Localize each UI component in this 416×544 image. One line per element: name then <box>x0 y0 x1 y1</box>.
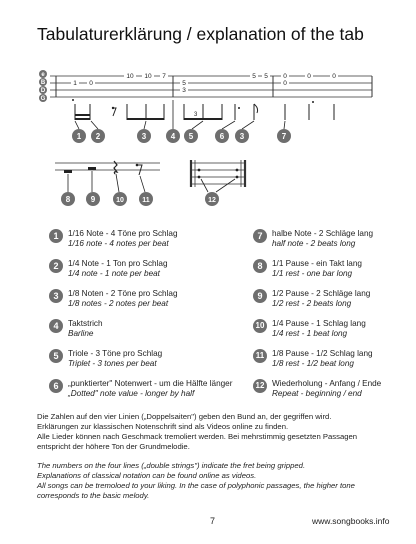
fret-number: 7 <box>162 73 166 80</box>
paragraph-line: Alle Lieder können nach Geschmack tremoliert werden. Bei mehrstimmig gesetzten Passagen <box>37 432 358 441</box>
callout-12: 12 <box>208 197 216 204</box>
legend-badge: 3 <box>49 289 63 303</box>
paragraph-line: The numbers on the four lines („double strings") indicate the fret being gripped. <box>37 461 306 470</box>
legend-badge: 7 <box>253 229 267 243</box>
legend-label-en: 1/1 rest - one bar long <box>272 269 353 278</box>
string-label: G <box>40 96 46 102</box>
string-label: D <box>40 88 46 94</box>
paragraph-line: Erklärungen zur klassischen Notenschrift sind als Videos online zu finden. <box>37 422 289 431</box>
string-label: e <box>41 72 45 78</box>
legend-label-en: half note - 2 beats long <box>272 239 356 248</box>
legend-label-de: 1/2 Pause - 2 Schläge lang <box>272 289 371 298</box>
legend-badge: 9 <box>253 289 267 303</box>
callout-10: 10 <box>116 197 124 204</box>
legend-badge: 10 <box>253 319 267 333</box>
fret-number: 5 <box>252 73 256 80</box>
rhythm-notation <box>72 99 334 120</box>
callout-3b: 3 <box>239 132 245 141</box>
explanation-german <box>37 412 387 452</box>
legend-label-en: Triplet - 3 tones per beat <box>68 359 157 368</box>
callout-2: 2 <box>95 132 101 141</box>
fret-number: 0 <box>89 80 93 87</box>
legend-label-en: „Dotted" note value - longer by half <box>68 389 195 398</box>
legend-badge: 6 <box>49 379 63 393</box>
legend-label-en: 1/4 rest - 1 beat long <box>272 329 348 338</box>
callout-6: 6 <box>219 132 225 141</box>
legend-badge: 8 <box>253 259 267 273</box>
paragraph-line: corresponds to the basic melody. <box>37 491 150 500</box>
legend-label-de: Wiederholung - Anfang / Ende <box>272 379 382 388</box>
callout-1: 1 <box>76 132 82 141</box>
fret-number: 0 <box>283 80 287 87</box>
callout-4: 4 <box>170 132 176 141</box>
legend-label-de: 1/4 Pause - 1 Schlag lang <box>272 319 366 328</box>
legend-label-de: 1/8 Noten - 2 Töne pro Schlag <box>68 289 178 298</box>
legend-label-de: halbe Note - 2 Schläge lang <box>272 229 374 238</box>
fret-number: 5 <box>264 73 268 80</box>
explanation-english <box>37 461 387 501</box>
paragraph-line: All songs can be tremoloed to your liking. In the case of polyphonic passages, the higher tone <box>37 481 355 490</box>
legend-label-de: 1/8 Pause - 1/2 Schlag lang <box>272 349 373 358</box>
legend-label-de: 1/1 Pause - ein Takt lang <box>272 259 362 268</box>
legend-label-de: Triole - 3 Töne pro Schlag <box>68 349 163 358</box>
website-link[interactable]: www.songbooks.info <box>312 516 390 526</box>
tab-staff <box>50 76 372 97</box>
legend-badge: 2 <box>49 259 63 273</box>
paragraph-line: Explanations of classical notation can be found online as videos. <box>37 471 257 480</box>
page-title: Tabulaturerklärung / explanation of the tab <box>37 24 364 44</box>
fret-number: 1 <box>73 80 77 87</box>
legend-label-en: 1/8 notes - 2 notes per beat <box>68 299 169 308</box>
legend-label-en: 1/16 note - 4 notes per beat <box>68 239 169 248</box>
legend-label-en: 1/8 rest - 1/2 beat long <box>272 359 354 368</box>
legend-label-en: 1/2 rest - 2 beats long <box>272 299 352 308</box>
legend-label-de: 1/16 Note - 4 Töne pro Schlag <box>68 229 178 238</box>
repeat-staff <box>190 160 246 187</box>
legend-label-de: 1/4 Note - 1 Ton pro Schlag <box>68 259 168 268</box>
page-number: 7 <box>210 516 216 526</box>
triplet-mark: 3 <box>194 112 198 118</box>
fret-number: 5 <box>182 80 186 87</box>
paragraph-line: Die Zahlen auf den vier Linien („Doppelsaiten") geben den Bund an, der gegriffen wird. <box>37 412 332 421</box>
callout-8: 8 <box>65 195 71 204</box>
legend-label-de: „punktierter" Notenwert - um die Hälfte länger <box>68 379 233 388</box>
rests-staff <box>55 163 160 170</box>
tab-figure <box>0 0 416 220</box>
legend-badge: 11 <box>253 349 267 363</box>
callout-5: 5 <box>188 132 194 141</box>
fret-number: 3 <box>182 87 186 94</box>
fret-number: 0 <box>307 73 311 80</box>
paragraph-line: entspricht der höhere Ton der Grundmelodie. <box>37 442 190 451</box>
fret-number: 0 <box>283 73 287 80</box>
legend-label-en: Repeat - beginning / end <box>272 389 362 398</box>
callout-3: 3 <box>141 132 147 141</box>
fret-number: 0 <box>332 73 336 80</box>
legend-badge: 1 <box>49 229 63 243</box>
fret-number: 10 <box>144 73 152 80</box>
legend-badge: 5 <box>49 349 63 363</box>
legend-label-en: Barline <box>68 329 94 338</box>
legend-badge: 12 <box>253 379 267 393</box>
fret-number: 10 <box>126 73 134 80</box>
callout-11: 11 <box>142 197 150 204</box>
string-label: B <box>40 80 46 86</box>
callout-7: 7 <box>281 132 287 141</box>
callout-9: 9 <box>90 195 96 204</box>
legend-label-de: Taktstrich <box>68 319 103 328</box>
legend-badge: 4 <box>49 319 63 333</box>
legend-label-en: 1/4 note - 1 note per beat <box>68 269 160 278</box>
